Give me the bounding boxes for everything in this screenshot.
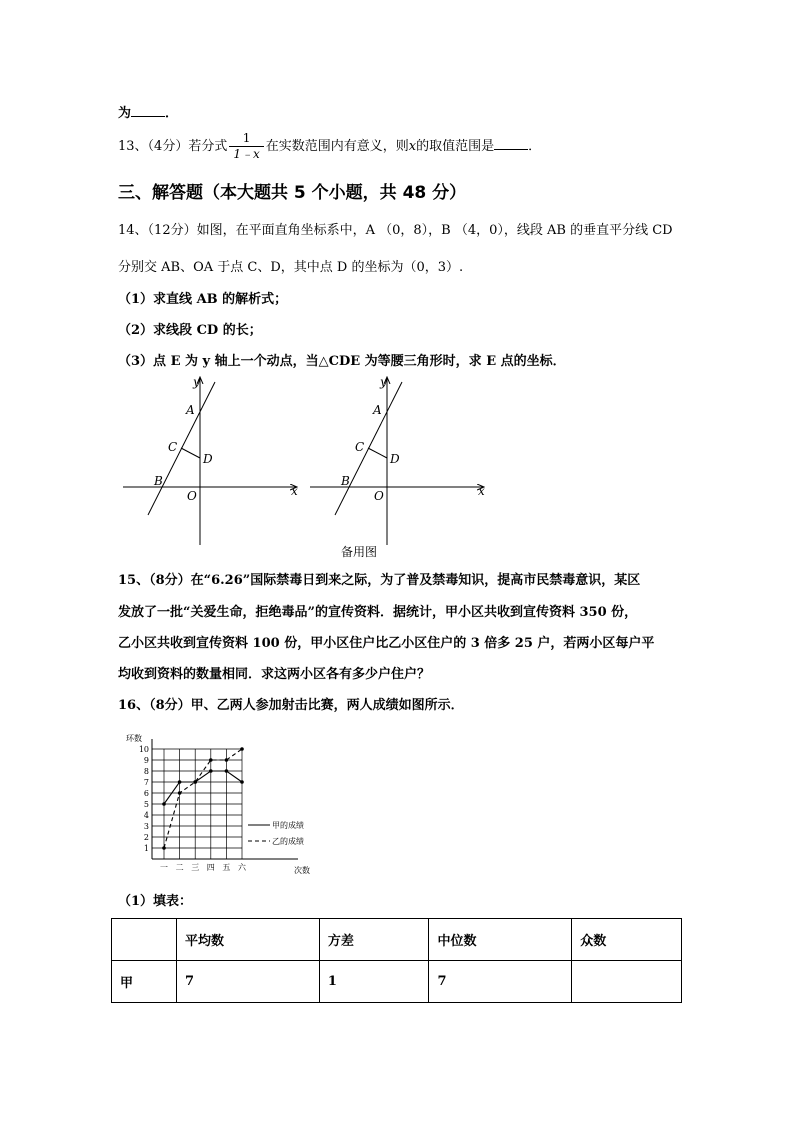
fraction-numerator: 1 — [229, 131, 263, 147]
coordinate-figure-main — [123, 375, 298, 545]
question-13 — [118, 131, 541, 163]
table-header-cell: 平均数 — [177, 919, 320, 961]
backup-figure-caption: 备用图 — [341, 545, 378, 559]
table-header-cell: 方差 — [319, 919, 429, 961]
y-tick-label: 4 — [143, 811, 149, 820]
fraction-denominator: 1﹣x — [233, 147, 260, 161]
q14-part-3: （3）点 E 为 y 轴上一个动点，当△CDE 为等腰三角形时，求 E 点的坐标． — [118, 354, 566, 369]
q13-variable: x — [408, 139, 417, 154]
y-tick-label: 5 — [143, 800, 149, 809]
answer-suffix: ． — [165, 106, 179, 121]
q16-line-1: 16、（8分）甲、乙两人参加射击比赛，两人成绩如图所示． — [118, 698, 464, 713]
x-tick-label: 二 — [175, 863, 184, 872]
x-tick-label: 一 — [160, 863, 168, 872]
legend-label: 甲的成绩 — [272, 821, 304, 830]
data-point — [209, 758, 213, 762]
table-row — [112, 961, 682, 1003]
table-header-cell — [112, 919, 177, 961]
label-x: x — [478, 484, 485, 498]
q15-line-1: 15、（8分）在“6.26”国际禁毒日到来之际，为了普及禁毒知识，提高市民禁毒意识，某区 — [118, 573, 641, 588]
chart-legend — [248, 820, 304, 846]
q15-line-4: 均收到资料的数量相同．求这两小区各有多少户住户？ — [118, 667, 431, 682]
q13-answer-blank[interactable] — [494, 137, 528, 150]
x-tick-label: 六 — [238, 863, 246, 872]
y-tick-label: 6 — [143, 789, 149, 798]
q15-line-3: 乙小区共收到宣传资料 100 份，甲小区住户比乙小区住户的 3 倍多 25 户，若两小区每户平 — [118, 636, 655, 651]
table-cell[interactable] — [572, 961, 682, 1003]
label-x: x — [291, 484, 298, 498]
shooting-scores-chart — [118, 727, 338, 877]
table-cell: 1 — [319, 961, 429, 1003]
series-line-2 — [164, 749, 242, 848]
question-12-tail — [118, 104, 178, 123]
y-tick-label: 9 — [143, 756, 149, 765]
q13-suffix: 的取值范围是 — [416, 139, 495, 154]
segment-CD — [181, 448, 200, 458]
table-cell: 7 — [177, 961, 320, 1003]
y-tick-label: 3 — [143, 822, 149, 831]
label-A: A — [373, 403, 382, 417]
data-point — [209, 769, 213, 773]
q15-line-2: 发放了一批“关爱生命，拒绝毒品”的宣传资料．据统计，甲小区共收到宣传资料 350 份， — [118, 605, 638, 620]
chart-y-ticks — [139, 745, 149, 853]
label-C: C — [168, 440, 178, 454]
data-point — [225, 758, 229, 762]
chart-y-axis-label: 环数 — [126, 734, 142, 743]
y-tick-label: 1 — [143, 844, 149, 853]
table-cell: 7 — [429, 961, 572, 1003]
label-B: B — [341, 474, 350, 488]
series-line-1 — [164, 771, 242, 804]
stats-table — [111, 918, 682, 1003]
fraction — [229, 131, 263, 162]
data-point — [225, 769, 229, 773]
label-B: B — [154, 474, 163, 488]
table-header-cell: 中位数 — [429, 919, 572, 961]
y-tick-label: 10 — [138, 745, 149, 754]
data-point — [193, 780, 197, 784]
legend-label: 乙的成绩 — [272, 837, 304, 846]
label-D: D — [203, 452, 213, 466]
label-A: A — [186, 403, 195, 417]
q13-middle: 在实数范围内有意义，则 — [265, 139, 409, 154]
y-tick-label: 7 — [143, 778, 149, 787]
q14-part-1: （1）求直线 AB 的解析式； — [118, 292, 288, 307]
label-y: y — [193, 375, 200, 389]
chart-x-axis-label: 次数 — [294, 866, 310, 875]
data-point — [178, 780, 182, 784]
table-cell: 甲 — [112, 961, 177, 1003]
x-tick-label: 四 — [206, 863, 215, 872]
segment-CD — [368, 448, 387, 458]
table-header-cell: 众数 — [572, 919, 682, 961]
data-point — [162, 846, 166, 850]
x-tick-label: 五 — [222, 863, 231, 872]
label-y: y — [380, 375, 387, 389]
label-O: O — [187, 489, 197, 503]
label-D: D — [390, 452, 400, 466]
answer-blank[interactable] — [131, 104, 165, 117]
answer-prefix: 为 — [118, 106, 132, 121]
q14-part-2: （2）求线段 CD 的长； — [118, 323, 262, 338]
data-point — [240, 747, 244, 751]
table-header-row — [112, 919, 682, 961]
x-tick-label: 三 — [191, 863, 200, 872]
label-O: O — [374, 489, 384, 503]
chart-series — [162, 747, 244, 850]
q14-figures — [118, 370, 498, 560]
coordinate-figure-backup — [310, 375, 485, 545]
q13-end: ． — [528, 139, 542, 154]
q13-prefix: 13、（4分）若分式 — [118, 139, 228, 154]
data-point — [240, 780, 244, 784]
section-three-title: 三、解答题（本大题共 5 个小题，共 48 分） — [118, 183, 467, 203]
data-point — [178, 791, 182, 795]
chart-x-ticks — [160, 862, 247, 872]
y-tick-label: 2 — [143, 833, 149, 842]
y-tick-label: 8 — [143, 767, 149, 776]
q16-fill-label: （1）填表： — [118, 894, 193, 909]
data-point — [162, 802, 166, 806]
q14-line-1: 14、（12分）如图，在平面直角坐标系中，A （0，8），B （4，0），线段 AB 的垂直平分线 CD — [118, 223, 673, 238]
label-C: C — [355, 440, 365, 454]
q14-line-2: 分别交 AB、OA 于点 C、D，其中点 D 的坐标为（0，3）. — [118, 260, 464, 275]
